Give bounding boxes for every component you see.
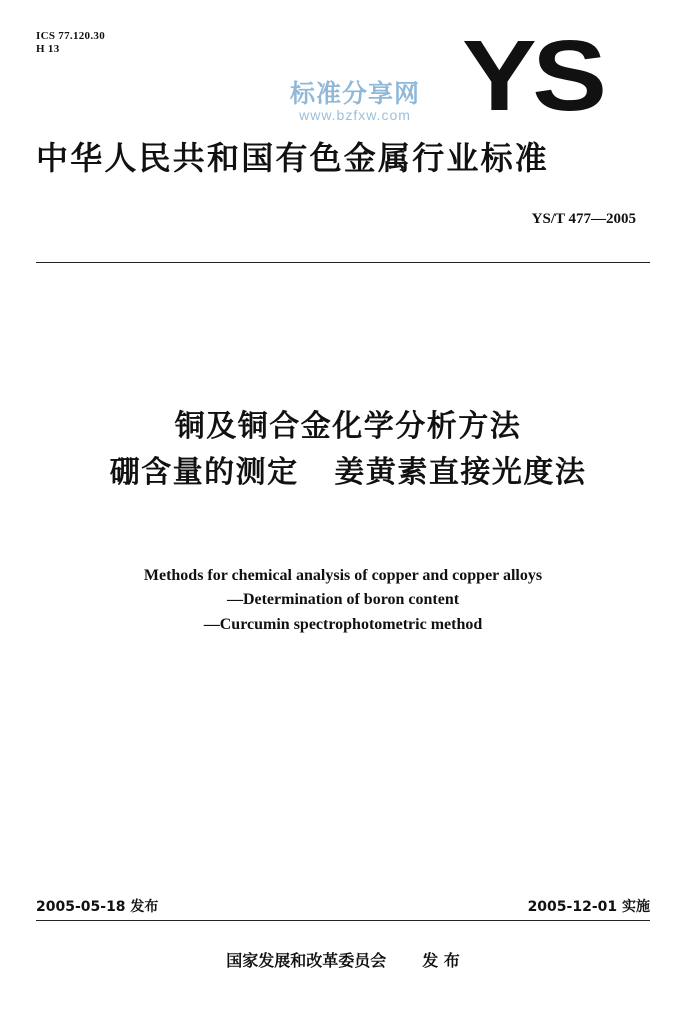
ics-code: ICS 77.120.30 (36, 30, 105, 42)
english-title-line-1: Methods for chemical analysis of copper and copper alloys (143, 567, 543, 584)
issuer-line (40, 950, 646, 972)
standard-number: YS/T 477—2005 (531, 211, 636, 227)
implementation-date: 2005-12-01 实施 (527, 899, 650, 915)
issue-label: 发 布 (422, 951, 460, 970)
issue-date: 2005-05-18 发布 (36, 899, 159, 915)
footer-divider (36, 920, 650, 921)
industry-standard-title: 中华人民共和国有色金属行业标准 (36, 139, 550, 177)
chinese-title-line-2: 硼含量的测定 姜黄素直接光度法 (109, 455, 587, 490)
chinese-title-line-1: 铜及铜合金化学分析方法 (174, 409, 522, 444)
english-title-line-3: —Curcumin spectrophotometric method (203, 616, 483, 633)
english-title-line-2: —Determination of boron content (226, 591, 460, 608)
header-divider (36, 262, 650, 263)
watermark-text: 标准分享网 (289, 79, 420, 108)
issuing-authority: 国家发展和改革委员会 (226, 951, 387, 970)
ys-logo: YS (462, 20, 603, 132)
watermark-url: www.bzfxw.com (299, 107, 411, 123)
ccs-code: H 13 (36, 43, 60, 55)
watermark (270, 80, 440, 123)
